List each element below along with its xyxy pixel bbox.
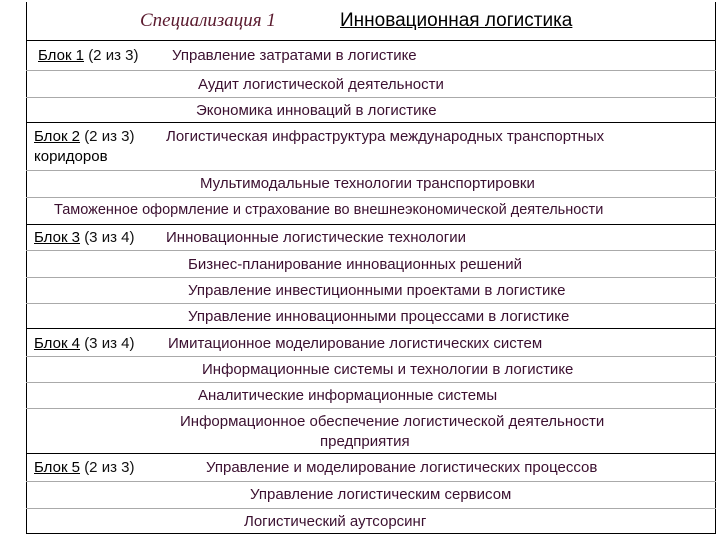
row-divider xyxy=(26,382,716,383)
block-name: Блок 3 xyxy=(34,229,81,246)
subject-item: Управление и моделирование логистических процессов xyxy=(206,459,598,476)
row-divider xyxy=(26,97,716,98)
block-3-label xyxy=(34,229,134,246)
block-2-label xyxy=(34,128,134,145)
row-divider xyxy=(26,277,716,278)
block-count: (2 из 3) xyxy=(88,47,139,64)
block-name: Блок 2 xyxy=(34,128,81,145)
block-count: (3 из 4) xyxy=(84,335,135,352)
row-divider xyxy=(26,197,716,198)
row-divider xyxy=(26,250,716,251)
block-name: Блок 1 xyxy=(38,47,85,64)
block-divider xyxy=(26,328,716,329)
block-divider xyxy=(26,122,716,123)
block-count: (2 из 3) xyxy=(84,459,135,476)
program-title: Инновационная логистика xyxy=(340,10,573,31)
subject-item: Управление инвестиционными проектами в логистике xyxy=(188,282,566,299)
block-count: (2 из 3) xyxy=(84,128,135,145)
subject-item: Экономика инноваций в логистике xyxy=(196,102,437,119)
block-divider xyxy=(26,453,716,454)
row-divider xyxy=(26,356,716,357)
subject-item: Управление логистическим сервисом xyxy=(250,486,512,503)
block-4-label xyxy=(34,335,134,352)
subject-item: Бизнес-планирование инновационных решений xyxy=(188,256,522,273)
block-count: (3 из 4) xyxy=(84,229,135,246)
block-5-label xyxy=(34,459,134,476)
subject-item: Информационные системы и технологии в логистике xyxy=(202,361,574,378)
subject-item: Аудит логистической деятельности xyxy=(198,76,444,93)
subject-item: Информационное обеспечение логистической деятельности xyxy=(180,413,605,430)
block-divider xyxy=(26,224,716,225)
subject-item: Имитационное моделирование логистических систем xyxy=(168,335,543,352)
row-divider xyxy=(26,303,716,304)
row-divider xyxy=(26,170,716,171)
row-divider xyxy=(26,408,716,409)
row-divider xyxy=(26,70,716,71)
block-name: Блок 5 xyxy=(34,459,81,476)
subject-item: предприятия xyxy=(320,433,410,450)
subject-item: Таможенное оформление и страхование во внешнеэкономической деятельности xyxy=(54,202,604,218)
row-divider xyxy=(26,481,716,482)
row-divider xyxy=(26,508,716,509)
specialization-title: Специализация 1 xyxy=(140,10,276,31)
subject-item: Мультимодальные технологии транспортировки xyxy=(200,175,535,192)
subject-item: Инновационные логистические технологии xyxy=(166,229,466,246)
subject-item-continuation: коридоров xyxy=(34,148,108,165)
subject-item: Логистический аутсорсинг xyxy=(244,513,427,530)
subject-item: Управление инновационными процессами в логистике xyxy=(188,308,570,325)
block-name: Блок 4 xyxy=(34,335,81,352)
subject-item: Логистическая инфраструктура международных транспортных xyxy=(166,128,605,145)
subject-item: Управление затратами в логистике xyxy=(172,47,417,64)
block-1-label xyxy=(38,47,138,64)
header-divider xyxy=(26,40,716,41)
subject-item: Аналитические информационные системы xyxy=(198,387,498,404)
